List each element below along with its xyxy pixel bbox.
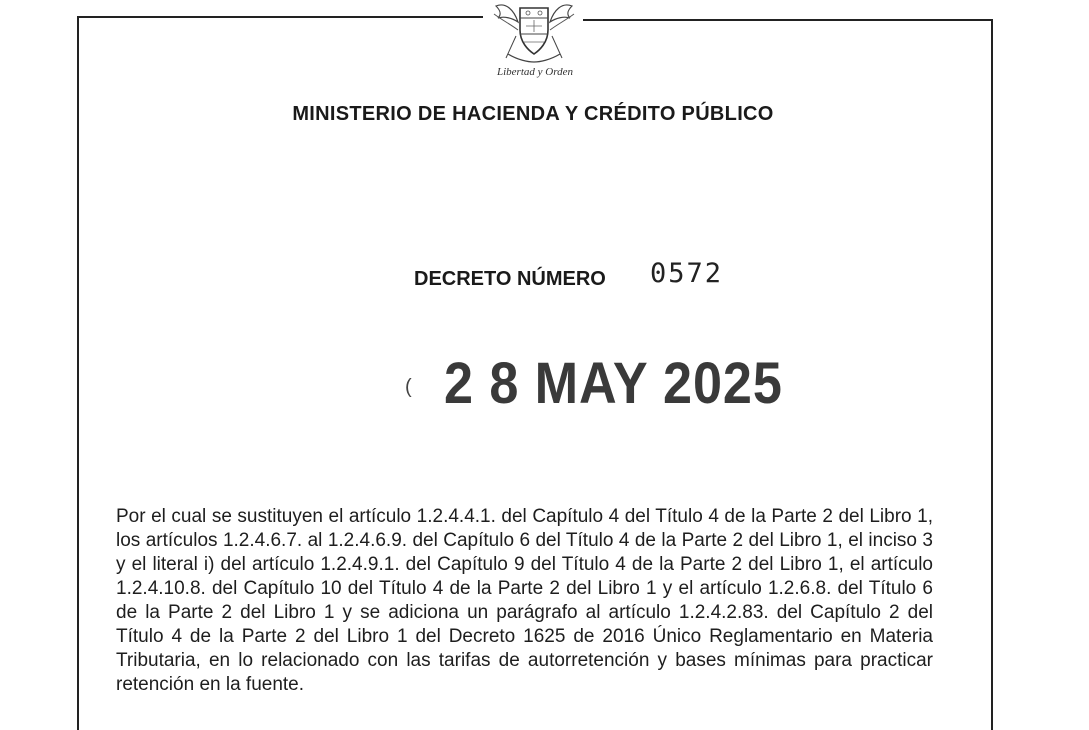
seal-motto: Libertad y Orden [497, 66, 573, 78]
ministry-heading: MINISTERIO DE HACIENDA Y CRÉDITO PÚBLICO [292, 103, 774, 125]
decree-number-label: DECRETO NÚMERO [414, 268, 606, 290]
document-frame-top-right [583, 19, 993, 21]
date-stamp: 2 8 MAY 2025 [444, 351, 783, 416]
coat-of-arms-seal [488, 0, 580, 66]
decree-number-value: 0572 [650, 258, 724, 289]
date-stamp-bracket-icon: ( [405, 376, 412, 398]
decree-summary-paragraph: Por el cual se sustituyen el artículo 1.2.4.4.1. del Capítulo 4 del Título 4 de la Parte 2 del Libro 1, los artículos 1.2.4.6.7. al 1.2.4.6.9. del Capítulo 6 del Título 4 de la Parte 2 del Libro 1, el inciso 3 y el literal i) del artículo 1.2.4.9.1. del Capítulo 9 del Título 4 de la Parte 2 del Libro 1, el artículo 1.2.4.10.8. del Capítulo 10 del Título 4 de la Parte 2 del Libro 1 y el artículo 1.2.6.8. del Título 6 de la Parte 2 del Libro 1 y se adiciona un parágrafo al artículo 1.2.4.2.83. del Capítulo 2 del Título 4 de la Parte 2 del Libro 1 del Decreto 1625 de 2016 Único Reglamentario en Materia Tributaria, en lo relacionado con las tarifas de autorretención y bases mínimas para practicar retención en la fuente. [116, 506, 933, 695]
document-frame-top-left [78, 16, 483, 18]
